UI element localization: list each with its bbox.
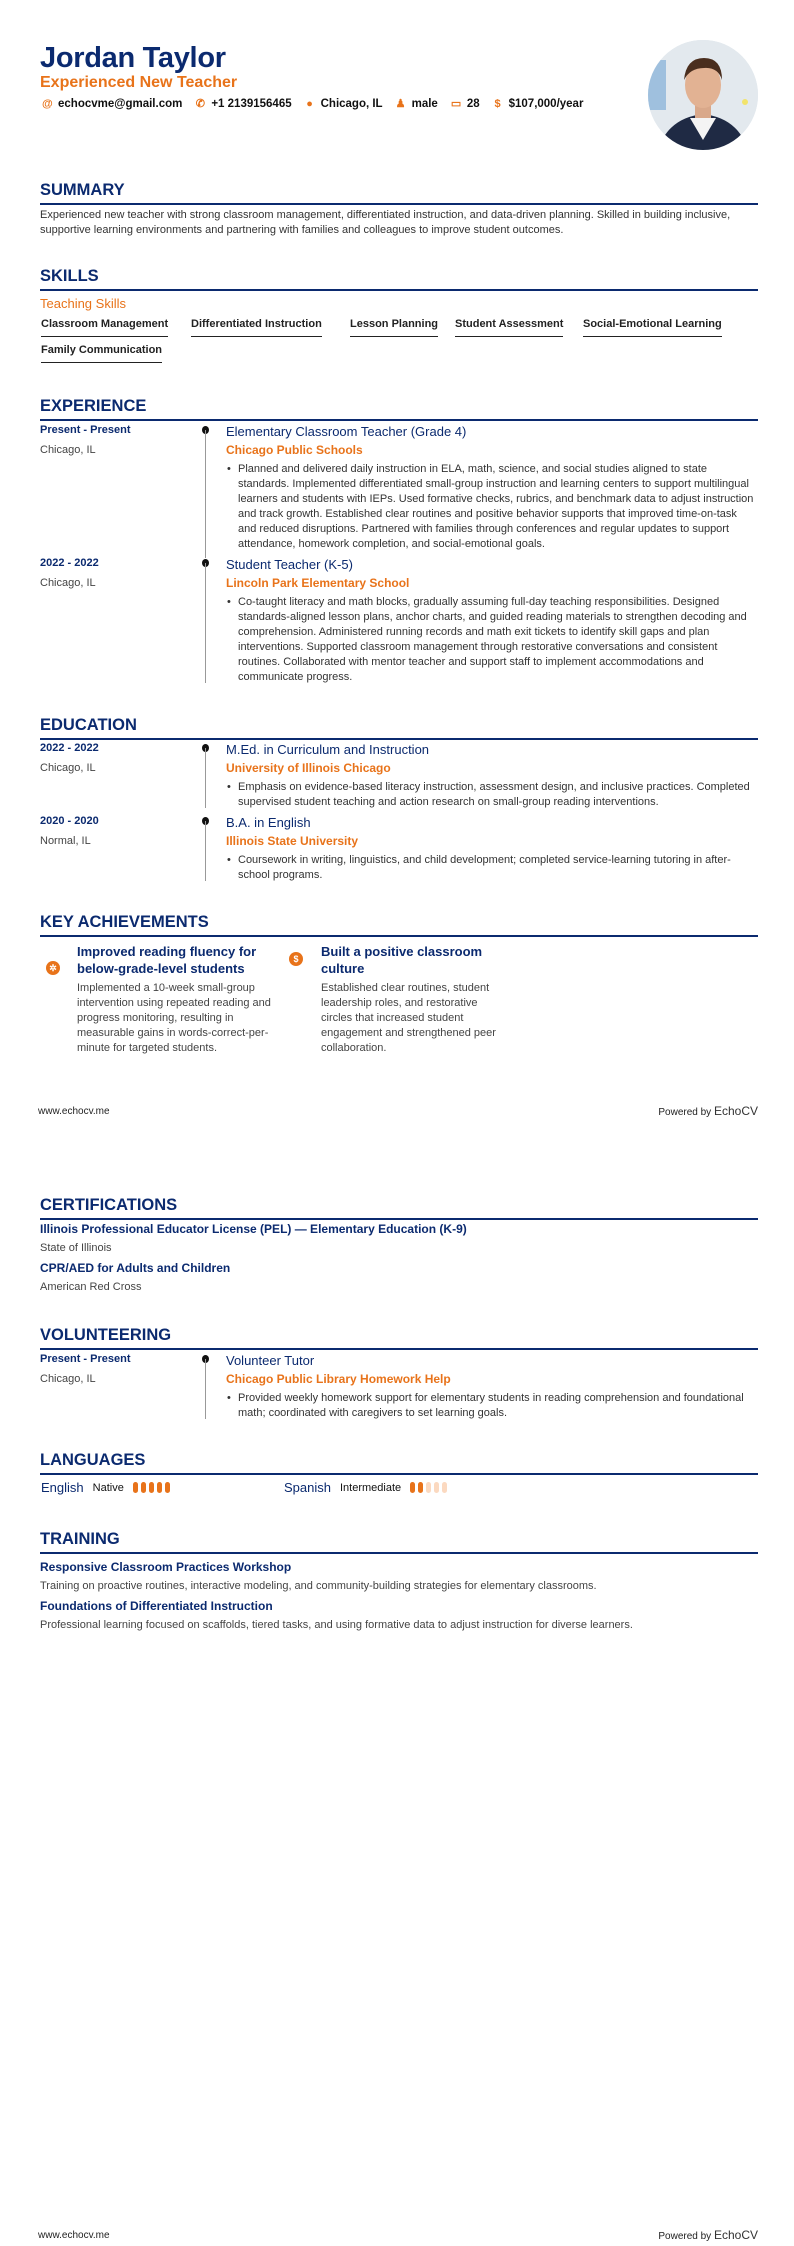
achievement-desc: Implemented a 10-week small-group intervention using repeated reading and progress monitoring, resulting in measurable gains in words-correct-per-minute for targeted students. bbox=[77, 982, 271, 1054]
footer-powered bbox=[658, 1104, 758, 1118]
rating-bar bbox=[442, 1482, 447, 1493]
training-title: Responsive Classroom Practices Workshop bbox=[40, 1560, 292, 1574]
timeline-line bbox=[205, 1359, 206, 1419]
training-title: Foundations of Differentiated Instruction bbox=[40, 1599, 273, 1613]
gender-text: male bbox=[411, 97, 438, 110]
brand-logo: EchoCV bbox=[713, 1104, 758, 1118]
entry-title: Volunteer Tutor bbox=[226, 1353, 315, 1368]
rating-bar bbox=[165, 1482, 170, 1493]
entry-location: Chicago, IL bbox=[40, 762, 96, 774]
training-desc: Professional learning focused on scaffolds, tiered tasks, and using formative data to adjust instruction for diverse learners. bbox=[40, 1619, 633, 1631]
language-item bbox=[41, 1480, 170, 1495]
cert-title: CPR/AED for Adults and Children bbox=[40, 1261, 231, 1275]
powered-label: Powered by bbox=[658, 2231, 712, 2242]
rating-bar bbox=[410, 1482, 415, 1493]
contact-salary bbox=[493, 98, 584, 110]
entry-location: Chicago, IL bbox=[40, 1373, 96, 1385]
powered-label: Powered by bbox=[658, 1107, 712, 1118]
skill-chip: Social-Emotional Learning bbox=[583, 318, 722, 337]
entry-location: Normal, IL bbox=[40, 835, 91, 847]
timeline-line bbox=[205, 430, 206, 558]
dollar-icon: $ bbox=[289, 952, 303, 966]
achievement-item bbox=[321, 943, 511, 1056]
rating-bar bbox=[141, 1482, 146, 1493]
profile-photo bbox=[648, 40, 758, 150]
timeline-line bbox=[205, 748, 206, 808]
entry-location: Chicago, IL bbox=[40, 577, 96, 589]
entry-date: 2022 - 2022 bbox=[40, 557, 99, 569]
location-icon: ● bbox=[306, 97, 313, 110]
language-name: English bbox=[41, 1480, 84, 1495]
calendar-icon: ▭ bbox=[450, 98, 462, 110]
achievement-title: Built a positive classroom culture bbox=[321, 944, 483, 976]
person-icon: ♟ bbox=[395, 98, 406, 110]
salary-text: $107,000/year bbox=[508, 97, 584, 110]
skill-chip: Classroom Management bbox=[41, 318, 168, 337]
entry-org: Chicago Public Schools bbox=[226, 443, 363, 457]
skill-chip: Student Assessment bbox=[455, 318, 563, 337]
contact-gender bbox=[396, 97, 438, 110]
training-list bbox=[40, 1560, 758, 1638]
language-item bbox=[284, 1480, 447, 1495]
language-name: Spanish bbox=[284, 1480, 331, 1495]
candidate-name: Jordan Taylor bbox=[40, 42, 226, 74]
entry-org: University of Illinois Chicago bbox=[226, 761, 391, 775]
rating-bar bbox=[418, 1482, 423, 1493]
brand-logo: EchoCV bbox=[713, 2228, 758, 2242]
cert-issuer: American Red Cross bbox=[40, 1281, 142, 1293]
rating-bar bbox=[426, 1482, 431, 1493]
achievement-title: Improved reading fluency for below-grade-level students bbox=[77, 944, 257, 976]
language-level: Intermediate bbox=[339, 1481, 402, 1494]
email-text: echocvme@gmail.com bbox=[58, 97, 183, 110]
experience-heading: EXPERIENCE bbox=[40, 396, 758, 421]
age-text: 28 bbox=[466, 97, 480, 110]
rating-bar bbox=[157, 1482, 162, 1493]
entry-title: Student Teacher (K-5) bbox=[226, 557, 353, 572]
entry-bullet: • Co-taught literacy and math blocks, gradually assuming full-day teaching responsibilities. Designed standards-aligned lesson plans, anchor charts, and guided reading materials to strengthen decoding and comprehension. Administered running records and math exit tickets to identify skill gaps and plan interventions. Supported classroom management through restorative conversations and consistent routines. Collaborated with mentor teacher and support staff to implement accommodations and communicate progress. bbox=[226, 595, 756, 685]
cert-issuer: State of Illinois bbox=[40, 1242, 112, 1254]
footer-site[interactable]: www.echocv.me bbox=[38, 2230, 110, 2241]
footer-site[interactable]: www.echocv.me bbox=[38, 1106, 110, 1117]
entry-date: Present - Present bbox=[40, 424, 131, 436]
entry-date: 2022 - 2022 bbox=[40, 742, 99, 754]
money-icon: $ bbox=[494, 97, 501, 110]
job-title: Experienced New Teacher bbox=[40, 74, 238, 91]
phone-icon: ✆ bbox=[195, 98, 205, 110]
skill-chip: Lesson Planning bbox=[350, 318, 438, 337]
training-heading: TRAINING bbox=[40, 1529, 758, 1554]
contact-row bbox=[42, 97, 583, 110]
entry-org: Chicago Public Library Homework Help bbox=[226, 1372, 451, 1386]
contact-age bbox=[451, 97, 480, 110]
skill-chip: Differentiated Instruction bbox=[191, 318, 322, 337]
timeline-line bbox=[205, 563, 206, 683]
contact-email bbox=[42, 98, 182, 110]
entry-bullet: • Emphasis on evidence-based literacy instruction, assessment design, and inclusive practices. Completed supervised student teaching and action research on small-group reading interventions. bbox=[226, 780, 756, 810]
rating-bar bbox=[149, 1482, 154, 1493]
summary-text: Experienced new teacher with strong classroom management, differentiated instruction, and data-driven planning. Skilled in building inclusive, supportive learning environments and partnering with families and colleagues to improve student outcomes. bbox=[40, 209, 731, 236]
at-icon: @ bbox=[42, 97, 53, 110]
entry-date: 2020 - 2020 bbox=[40, 815, 99, 827]
entry-location: Chicago, IL bbox=[40, 444, 96, 456]
language-level: Native bbox=[92, 1481, 124, 1494]
cert-title: Illinois Professional Educator License (PEL) — Elementary Education (K-9) bbox=[40, 1222, 467, 1236]
certifications-list bbox=[40, 1222, 758, 1300]
certifications-heading: CERTIFICATIONS bbox=[40, 1195, 758, 1220]
rating-bar bbox=[133, 1482, 138, 1493]
achievement-item bbox=[77, 943, 272, 1067]
entry-bullet: • Coursework in writing, linguistics, and child development; completed service-learning tutoring in after-school programs. bbox=[226, 853, 756, 883]
entry-bullet: • Provided weekly homework support for elementary students in reading comprehension and foundational math; coordinated with caregivers to set learning goals. bbox=[226, 1391, 756, 1421]
training-desc: Training on proactive routines, interactive modeling, and community-building strategies for elementary classrooms. bbox=[40, 1580, 597, 1592]
entry-org: Illinois State University bbox=[226, 834, 359, 848]
language-rating bbox=[410, 1482, 447, 1493]
entry-title: M.Ed. in Curriculum and Instruction bbox=[226, 742, 430, 757]
phone-text: +1 2139156465 bbox=[211, 97, 292, 110]
entry-title: B.A. in English bbox=[226, 815, 311, 830]
achievements-heading: KEY ACHIEVEMENTS bbox=[40, 912, 758, 937]
contact-phone bbox=[195, 97, 291, 110]
skill-chip: Family Communication bbox=[41, 344, 162, 363]
achievement-desc: Established clear routines, student leadership roles, and restorative circles that increased student engagement and strengthened peer collaboration. bbox=[321, 982, 496, 1054]
entry-org: Lincoln Park Elementary School bbox=[226, 576, 410, 590]
footer-powered bbox=[658, 2228, 758, 2242]
volunteering-heading: VOLUNTEERING bbox=[40, 1325, 758, 1350]
education-heading: EDUCATION bbox=[40, 715, 758, 740]
entry-bullet: • Planned and delivered daily instruction in ELA, math, science, and social studies aligned to state standards. Implemented differentiated small-group instruction and learning centers to support multilingual learners and students with IEPs. Used formative checks, rubrics, and benchmark data to adjust instruction and track growth. Established clear routines and positive behavior supports that improved time-on-task and reduced disruptions. Partnered with families through conferences and regular updates to support attendance, homework completion, and social-emotional goals. bbox=[226, 462, 756, 552]
summary-heading: SUMMARY bbox=[40, 180, 758, 205]
location-text: Chicago, IL bbox=[320, 97, 383, 110]
language-rating bbox=[133, 1482, 170, 1493]
gear-icon: ✲ bbox=[46, 961, 60, 975]
entry-title: Elementary Classroom Teacher (Grade 4) bbox=[226, 424, 467, 439]
skill-group-label: Teaching Skills bbox=[40, 296, 126, 311]
rating-bar bbox=[434, 1482, 439, 1493]
languages-heading: LANGUAGES bbox=[40, 1450, 758, 1475]
skills-heading: SKILLS bbox=[40, 266, 758, 291]
entry-date: Present - Present bbox=[40, 1353, 131, 1365]
contact-location bbox=[305, 98, 383, 110]
timeline-line bbox=[205, 821, 206, 881]
